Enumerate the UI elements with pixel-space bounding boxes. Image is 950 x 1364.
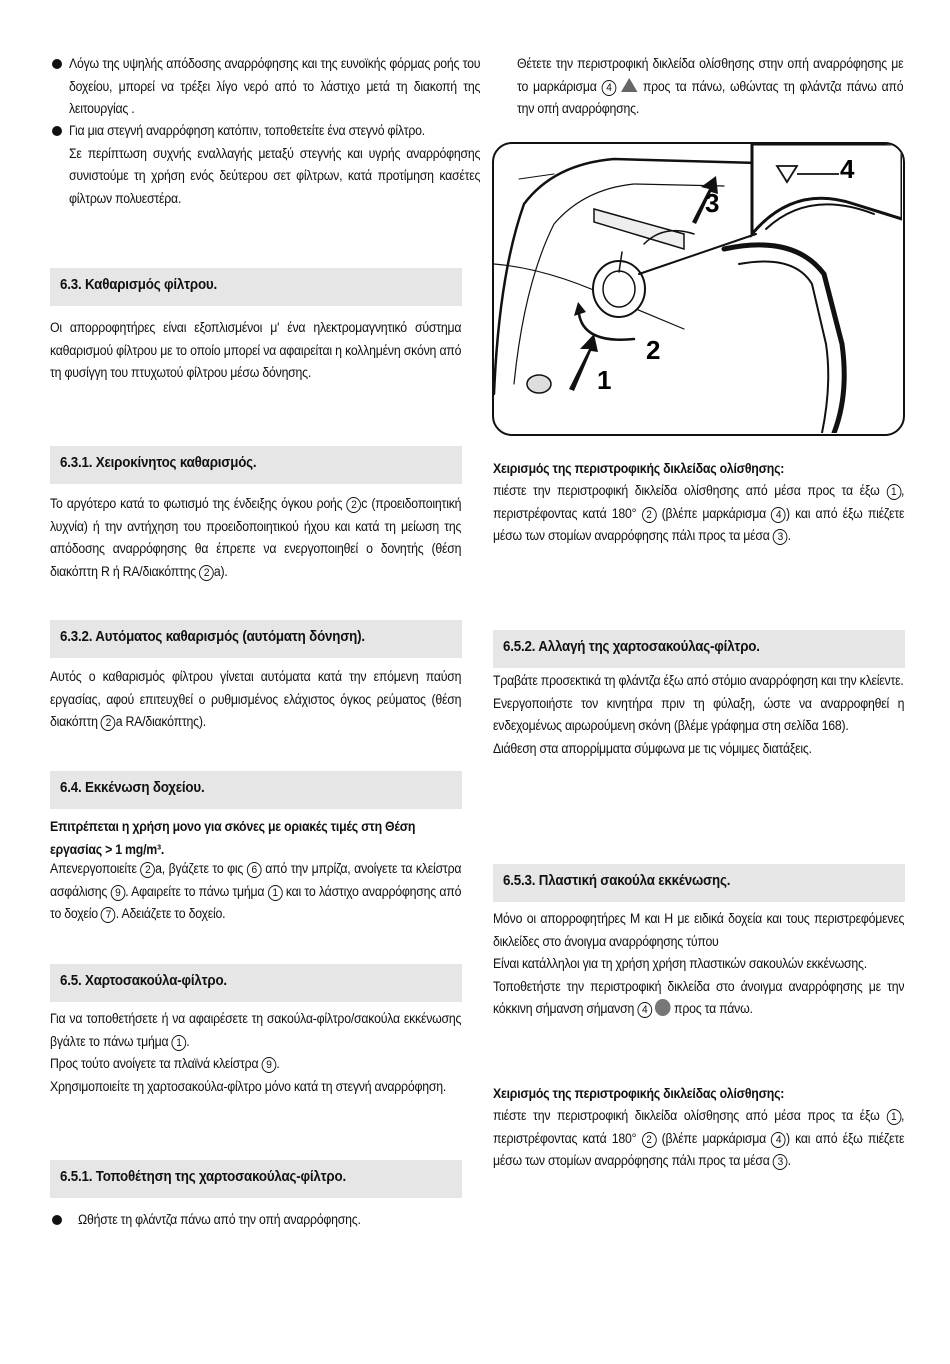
section-heading-6-3-1: 6.3.1. Χειροκίνητος καθαρισμός. <box>50 446 462 484</box>
paragraph-intro: Θέτετε την περιστροφική δικλείδα ολίσθησης στην οπή αναρρόφησης με το μαρκάρισμα 4 προς τα πάνω, ωθώντας τη φλάντζα πάνω από την οπή αναρρόφησης. <box>517 56 904 116</box>
illustration-svg <box>494 144 902 433</box>
section-heading-6-5-3: 6.5.3. Πλαστική σακούλα εκκένωσης. <box>493 864 905 902</box>
paragraph-6-5: Για να τοποθετήσετε ή να αφαιρέσετε τη σακούλα-φίλτρο/σακούλα εκκένωσης βγάλτε το πάνω τμήμα 1 . Προς τούτο ανοίγετε τα πλαϊνά κλείστρα 9 . Χρησιμοποιείτε τη χαρτοσακούλα-φίλτρο μόνο κατά τη στεγνή αναρρόφηση. <box>50 1011 462 1094</box>
section-heading-6-3-2: 6.3.2. Αυτόματος καθαρισμός (αυτόματη δόνηση). <box>50 620 462 658</box>
circled-number: 1 <box>172 1035 187 1051</box>
slide-valve-illustration <box>492 142 905 436</box>
circled-number: 6 <box>247 862 262 878</box>
circled-number: 2 <box>642 1132 657 1148</box>
circled-number: 3 <box>773 1154 788 1170</box>
bullet-text: Ωθήστε τη φλάντζα πάνω από την οπή αναρρόφησης. <box>78 1212 361 1227</box>
circled-number: 2 <box>347 497 362 513</box>
circled-number: 2 <box>642 507 657 523</box>
paragraph-6-5-2: Τραβάτε προσεκτικά τη φλάντζα έξω από στόμιο αναρρόφηση και την κλείεντε. Ενεργοποιήστε τον κινητήρα πριν τη φύλαξη, ώστε να αναρροφηθεί η ενδεχομένως αιρωρούμενη σκόνη (βλέμε γράφημα στη σελίδα 168). Διάθεση στα απορρίμματα σύμφωνα με τις νόμιμες διατάξεις. <box>493 673 905 756</box>
section-heading-6-5: 6.5. Χαρτοσακούλα-φίλτρο. <box>50 964 462 1002</box>
bullet-text: Λόγω της υψηλής απόδοσης αναρρόφησης και της ευνοϊκής φόρμας ροής του δοχείου, μπορεί να τρέξει λίγο νερό από το λάστιχο μετά τη διακοπή της λειτουργίας . <box>69 56 481 116</box>
circled-number: 4 <box>771 1132 786 1148</box>
operation-title: Χειρισμός της περιστροφικής δικλείδας ολίσθησης: <box>493 461 785 476</box>
bullet-text: Για μια στεγνή αναρρόφηση κατόπιν, τοποθετείτε ένα στεγνό φίλτρο. <box>69 123 425 138</box>
figure-label: 3 <box>705 188 720 218</box>
paragraph-6-5-3: Μόνο οι απορροφητήρες M και H με ειδικά δοχεία και τους περιστρεφόμενες δικλείδες στο άνοιγμα αναρρόφησης τύπου Είναι κατάλληλοι για τη χρήση χρήση πλαστικών σακουλών εκκένωσης. Τοποθετήστε την περιστροφική δικλείδα στο άνοιγμα αναρρόφησης με την κόκκινη σήμανση σήμανση 4 προς τα πάνω. <box>493 911 905 1016</box>
circled-number: 2 <box>101 715 116 731</box>
operation-title: Χειρισμός της περιστροφικής δικλείδας ολίσθησης: <box>493 1086 785 1101</box>
circled-number: 4 <box>637 1002 652 1018</box>
bullet-subtext: Σε περίπτωση συχνής εναλλαγής μεταξύ στεγνής και υγρής αναρρόφησης συνιστούμε τη χρήση ενός δεύτερου σετ φίλτρων, κατά προτίμηση κασέτες φίλτρων πολυεστέρα. <box>69 145 481 206</box>
circled-number: 4 <box>602 80 617 96</box>
section-heading-6-4: 6.4. Εκκένωση δοχείου. <box>50 771 462 809</box>
section-heading-6-5-1: 6.5.1. Τοποθέτηση της χαρτοσακούλας-φίλτρο. <box>50 1160 462 1198</box>
section-heading-6-3: 6.3. Καθαρισμός φίλτρου. <box>50 268 462 306</box>
bullet-icon <box>52 1215 62 1225</box>
circled-number: 1 <box>886 484 901 500</box>
circled-number: 2 <box>199 565 214 581</box>
bullet-icon <box>52 126 62 136</box>
figure-label: 2 <box>646 335 661 365</box>
paragraph-6-3-2: Αυτός ο καθαρισμός φίλτρου γίνεται αυτόματα κατά την επόμενη παύση εργασίας, αφού επιτευχθεί ο ρυθμισμένος ελάχιστος όγκος ρεύματος (θέση διακόπτη 2 a RA/διακόπτης). <box>50 669 462 729</box>
section-heading-6-5-2: 6.5.2. Αλλαγή της χαρτοσακούλας-φίλτρο. <box>493 630 905 668</box>
operation-text: πιέστε την περιστροφική δικλείδα ολίσθησης από μέσα προς τα έξω 1 , περιστρέφοντας κατά 180° 2 (βλέπε μαρκάρισμα 4 ) και από έξω πιέζετε μέσω των στομίων αναρρόφησης πάλι προς τα μέσα 3 . <box>493 483 905 543</box>
circled-number: 1 <box>268 885 283 901</box>
operation-text: πιέστε την περιστροφική δικλείδα ολίσθησης από μέσα προς τα έξω 1 , περιστρέφοντας κατά 180° 2 (βλέπε μαρκάρισμα 4 ) και από έξω πιέζετε μέσω των στομίων αναρρόφησης πάλι προς τα μέσα 3 . <box>493 1108 905 1168</box>
circled-number: 7 <box>101 907 116 923</box>
paragraph-6-3-1: Το αργότερο κατά το φωτισμό της ένδειξης όγκου ροής 2 c (προειδοποιητική λυχνία) ή την αντήχηση του προειδοποιητικού ήχου και κατά τη μείωση της απόδοσης αναρρόφησης θα έπρεπε να ενεργοποιηθεί ο δονητής (θέση διακόπτη R ή RA/διακόπτης 2 a). <box>50 496 462 579</box>
figure-label: 4 <box>840 154 855 184</box>
paragraph-6-3: Οι απορροφητήρες είναι εξοπλισμένοι μ' ένα ηλεκτρομαγνητικό σύστημα καθαρισμού φίλτρου με το οποίο μπορεί να αφαιρείται η κολλημένη σκόνη από τη φυσίγγη του πτυχωτού φίλτρου μέσω δόνησης. <box>50 320 462 380</box>
red-marker-icon <box>655 999 671 1016</box>
triangle-marker-icon <box>621 78 638 92</box>
circled-number: 2 <box>140 862 155 878</box>
circled-number: 9 <box>262 1057 277 1073</box>
figure-label: 1 <box>597 365 612 395</box>
paragraph-6-4-warning: Επιτρέπεται η χρήση μονο για σκόνες με οριακές τιμές στη Θέση εργασίας > 1 mg/m³. <box>50 819 416 857</box>
circled-number: 3 <box>773 529 788 545</box>
bullet-icon <box>52 59 62 69</box>
circled-number: 9 <box>110 885 125 901</box>
paragraph-6-4: Απενεργοποιείτε 2 a, βγάζετε το φις 6 από την μπρίζα, ανοίγετε τα κλείστρα ασφάλισης 9 . Αφαιρείτε το πάνω τμήμα 1 και το λάστιχο αναρρόφησης από το δοχείο 7 . Αδειάζετε το δοχείο. <box>50 861 462 921</box>
circled-number: 4 <box>771 507 786 523</box>
circled-number: 1 <box>886 1109 901 1125</box>
